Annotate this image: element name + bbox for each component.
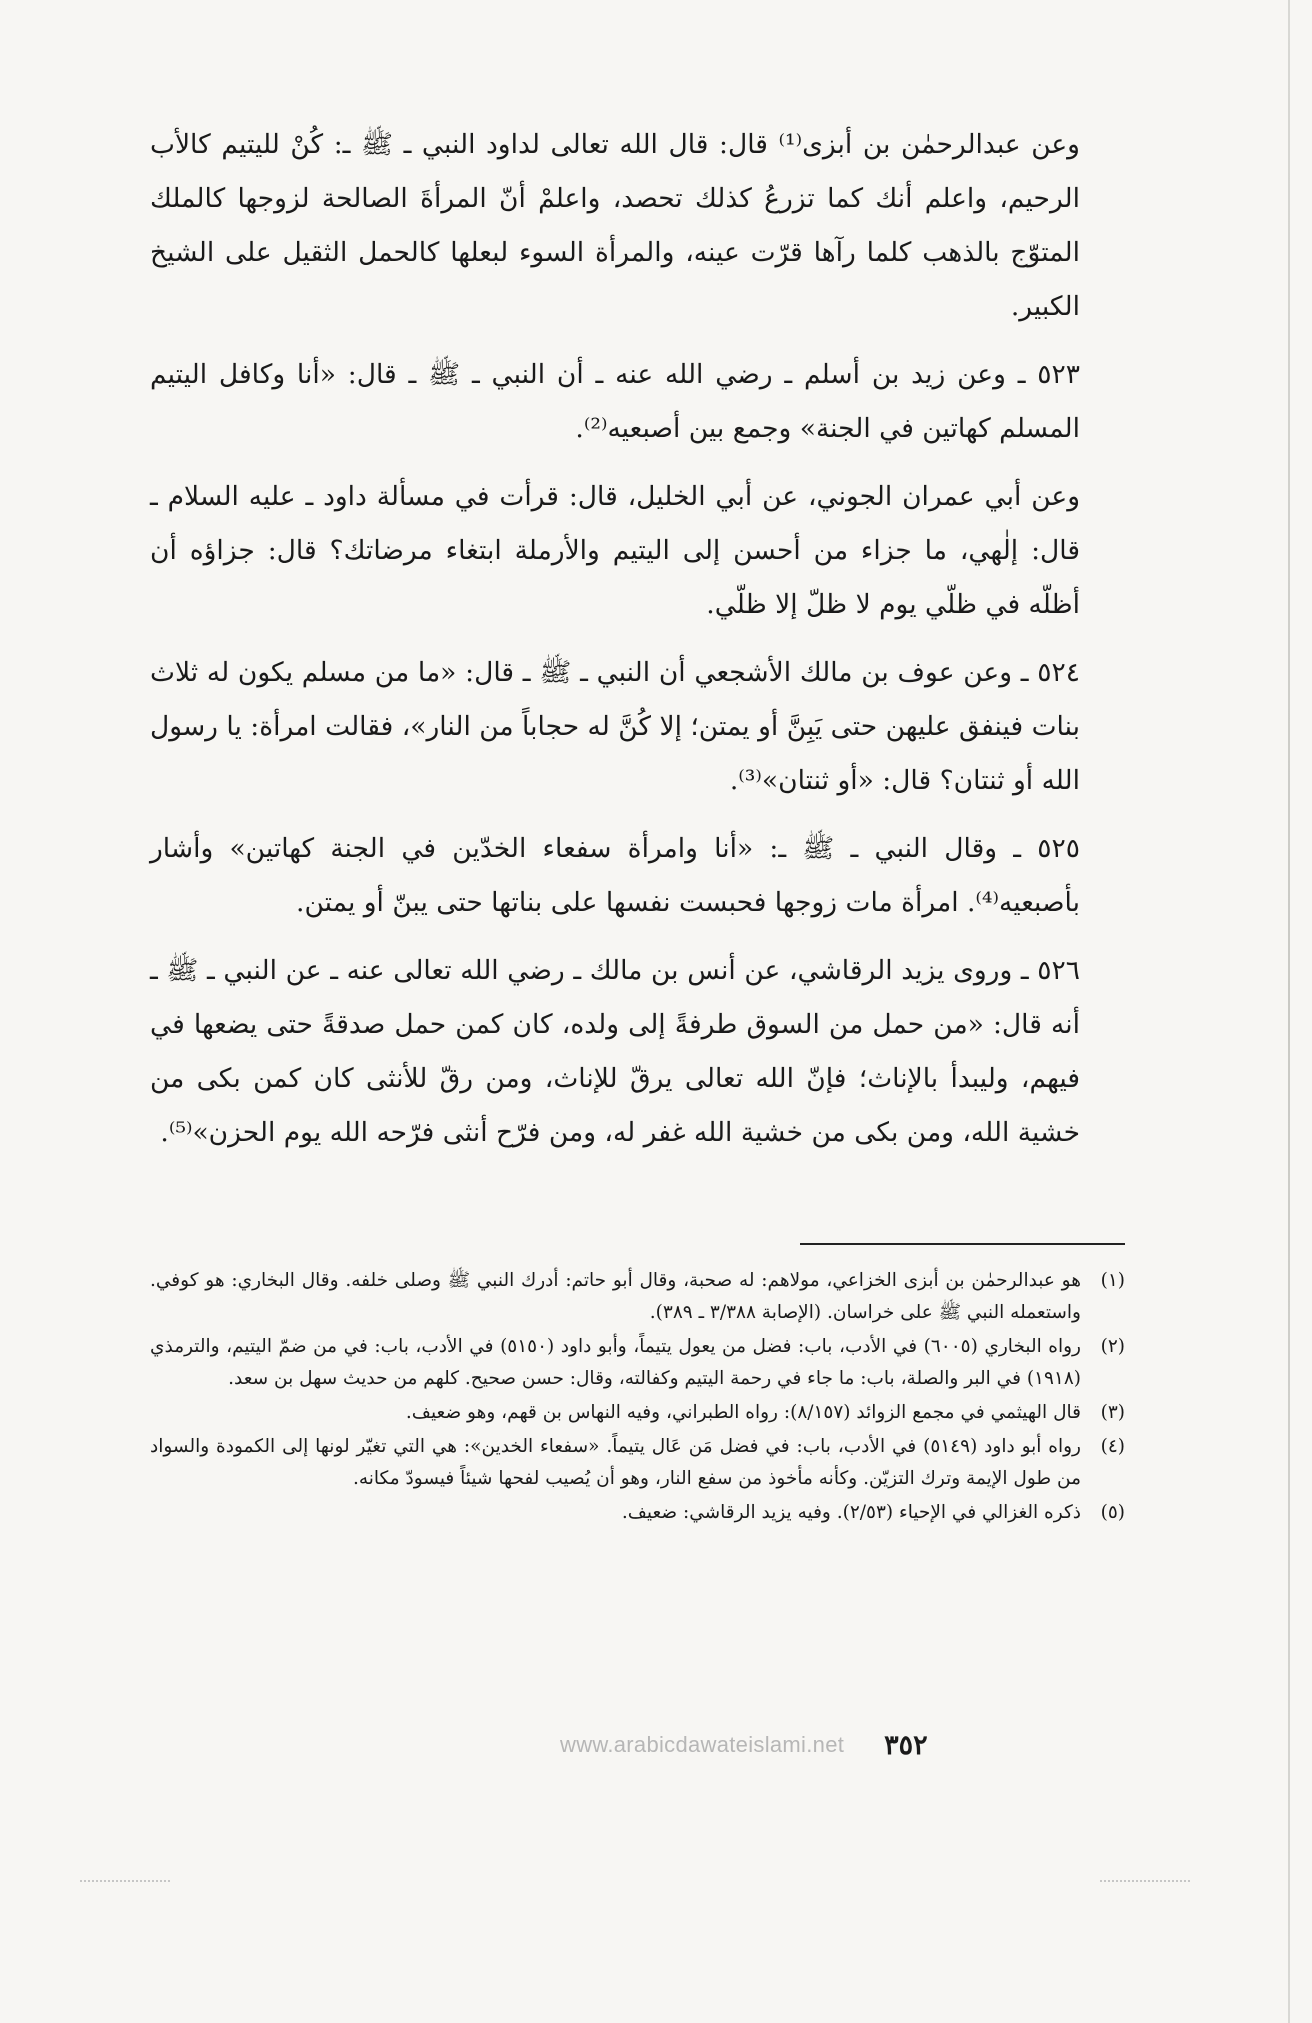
scan-dots — [80, 1880, 170, 1886]
footnote-text: ذكره الغزالي في الإحياء (٢/٥٣). وفيه يزيد الرقاشي: ضعيف. — [621, 1502, 1081, 1523]
paragraph: وعن عبدالرحمٰن بن أبزى⁽¹⁾ قال: قال الله تعالى لداود النبي ـ ﷺ ـ: كُنْ لليتيم كالأب الرحيم، واعلم أنك كما تزرعُ كذلك تحصد، واعلمْ أنّ المرأةَ الصالحة لزوجها كالملك المتوّج بالذهب كلما رآها قرّت عينه، والمرأة السوء لبعلها كالحمل الثقيل على الشيخ الكبير. — [150, 129, 1080, 322]
main-text — [150, 118, 1080, 1174]
footnote-number: (٥) — [1100, 1502, 1125, 1523]
footnote-text: رواه البخاري (٦٠٠٥) في الأدب، باب: فضل من يعول يتيماً، وأبو داود (٥١٥٠) في الأدب، باب: في من ضمّ اليتيم، والترمذي (١٩١٨) في البر والصلة، باب: ما جاء في رحمة اليتيم وكفالته، وقال: حسن صحيح. كلهم من حديث سهل بن سعد. — [150, 1336, 1081, 1389]
paragraph: ٥٢٦ ـ وروى يزيد الرقاشي، عن أنس بن مالك ـ رضي الله تعالى عنه ـ عن النبي ـ ﷺ ـ أنه قال: «من حمل من السوق طرفةً إلى ولده، كان كمن حمل صدقةً حتى يضعها في فيهم، وليبدأ بالإناث؛ فإنّ الله تعالى يرقّ للإناث، ومن رقّ للأنثى كان كمن بكى من خشية الله، ومن بكى من خشية الله غفر له، ومن فرّح أنثى فرّحه الله يوم الحزن»⁽⁵⁾. — [150, 955, 1080, 1148]
footnote-text: هو عبدالرحمٰن بن أبزى الخزاعي، مولاهم: له صحبة، وقال أبو حاتم: أدرك النبي ﷺ وصلى خلفه. وقال البخاري: هو كوفي. واستعمله النبي ﷺ على خراسان. (الإصابة ٣/٣٨٨ ـ ٣٨٩). — [150, 1270, 1081, 1323]
footnotes — [150, 1265, 1125, 1531]
footnote — [150, 1265, 1125, 1329]
website-watermark: www.arabicdawateislami.net — [560, 1732, 845, 1757]
footnote-text: رواه أبو داود (٥١٤٩) في الأدب، باب: في فضل مَن عَال يتيماً. «سفعاء الخدين»: هي التي تغيّر لونها إلى الكمودة والسواد من طول الإيمة وترك التزيّن. وكأنه مأخوذ من سفع النار، وهو أن يُصيب لفحها شيئاً فيسودّ مكانه. — [150, 1436, 1081, 1489]
paragraph: ٥٢٥ ـ وقال النبي ـ ﷺ ـ: «أنا وامرأة سفعاء الخدّين في الجنة كهاتين» وأشار بأصبعيه⁽⁴⁾. امرأة مات زوجها فحبست نفسها على بناتها حتى يبنّ أو يمتن. — [150, 833, 1080, 918]
scan-dots — [1100, 1880, 1190, 1886]
footnote-number: (٣) — [1100, 1402, 1125, 1423]
footnote-number: (٢) — [1100, 1336, 1125, 1357]
footnote-number: (١) — [1100, 1270, 1125, 1291]
footnote — [150, 1431, 1125, 1495]
footnote-number: (٤) — [1100, 1436, 1125, 1457]
paragraph: وعن أبي عمران الجوني، عن أبي الخليل، قال: قرأت في مسألة داود ـ عليه السلام ـ قال: إلٰهي، ما جزاء من أحسن إلى اليتيم والأرملة ابتغاء مرضاتك؟ قال: جزاؤه أن أظلّه في ظلّي يوم لا ظلّ إلا ظلّي. — [150, 481, 1080, 620]
page-footer — [560, 1725, 1080, 1765]
paragraph: ٥٢٣ ـ وعن زيد بن أسلم ـ رضي الله عنه ـ أن النبي ـ ﷺ ـ قال: «أنا وكافل اليتيم المسلم كهاتين في الجنة» وجمع بين أصبعيه⁽²⁾. — [150, 359, 1080, 444]
page-number: ٣٥٢ — [884, 1729, 928, 1761]
footnote — [150, 1497, 1125, 1529]
paragraph: ٥٢٤ ـ وعن عوف بن مالك الأشجعي أن النبي ـ ﷺ ـ قال: «ما من مسلم يكون له ثلاث بنات فينفق عليهن حتى يَبِنَّ أو يمتن؛ إلا كُنَّ له حجاباً من النار»، فقالت امرأة: يا رسول الله أو ثنتان؟ قال: «أو ثنتان»⁽³⁾. — [150, 657, 1080, 796]
scan-edge-line — [1288, 0, 1290, 2023]
footnote — [150, 1331, 1125, 1395]
footnote-text: قال الهيثمي في مجمع الزوائد (٨/١٥٧): رواه الطبراني، وفيه النهاس بن قهم، وهو ضعيف. — [405, 1402, 1081, 1423]
footnote — [150, 1397, 1125, 1429]
footnote-separator — [800, 1243, 1125, 1245]
